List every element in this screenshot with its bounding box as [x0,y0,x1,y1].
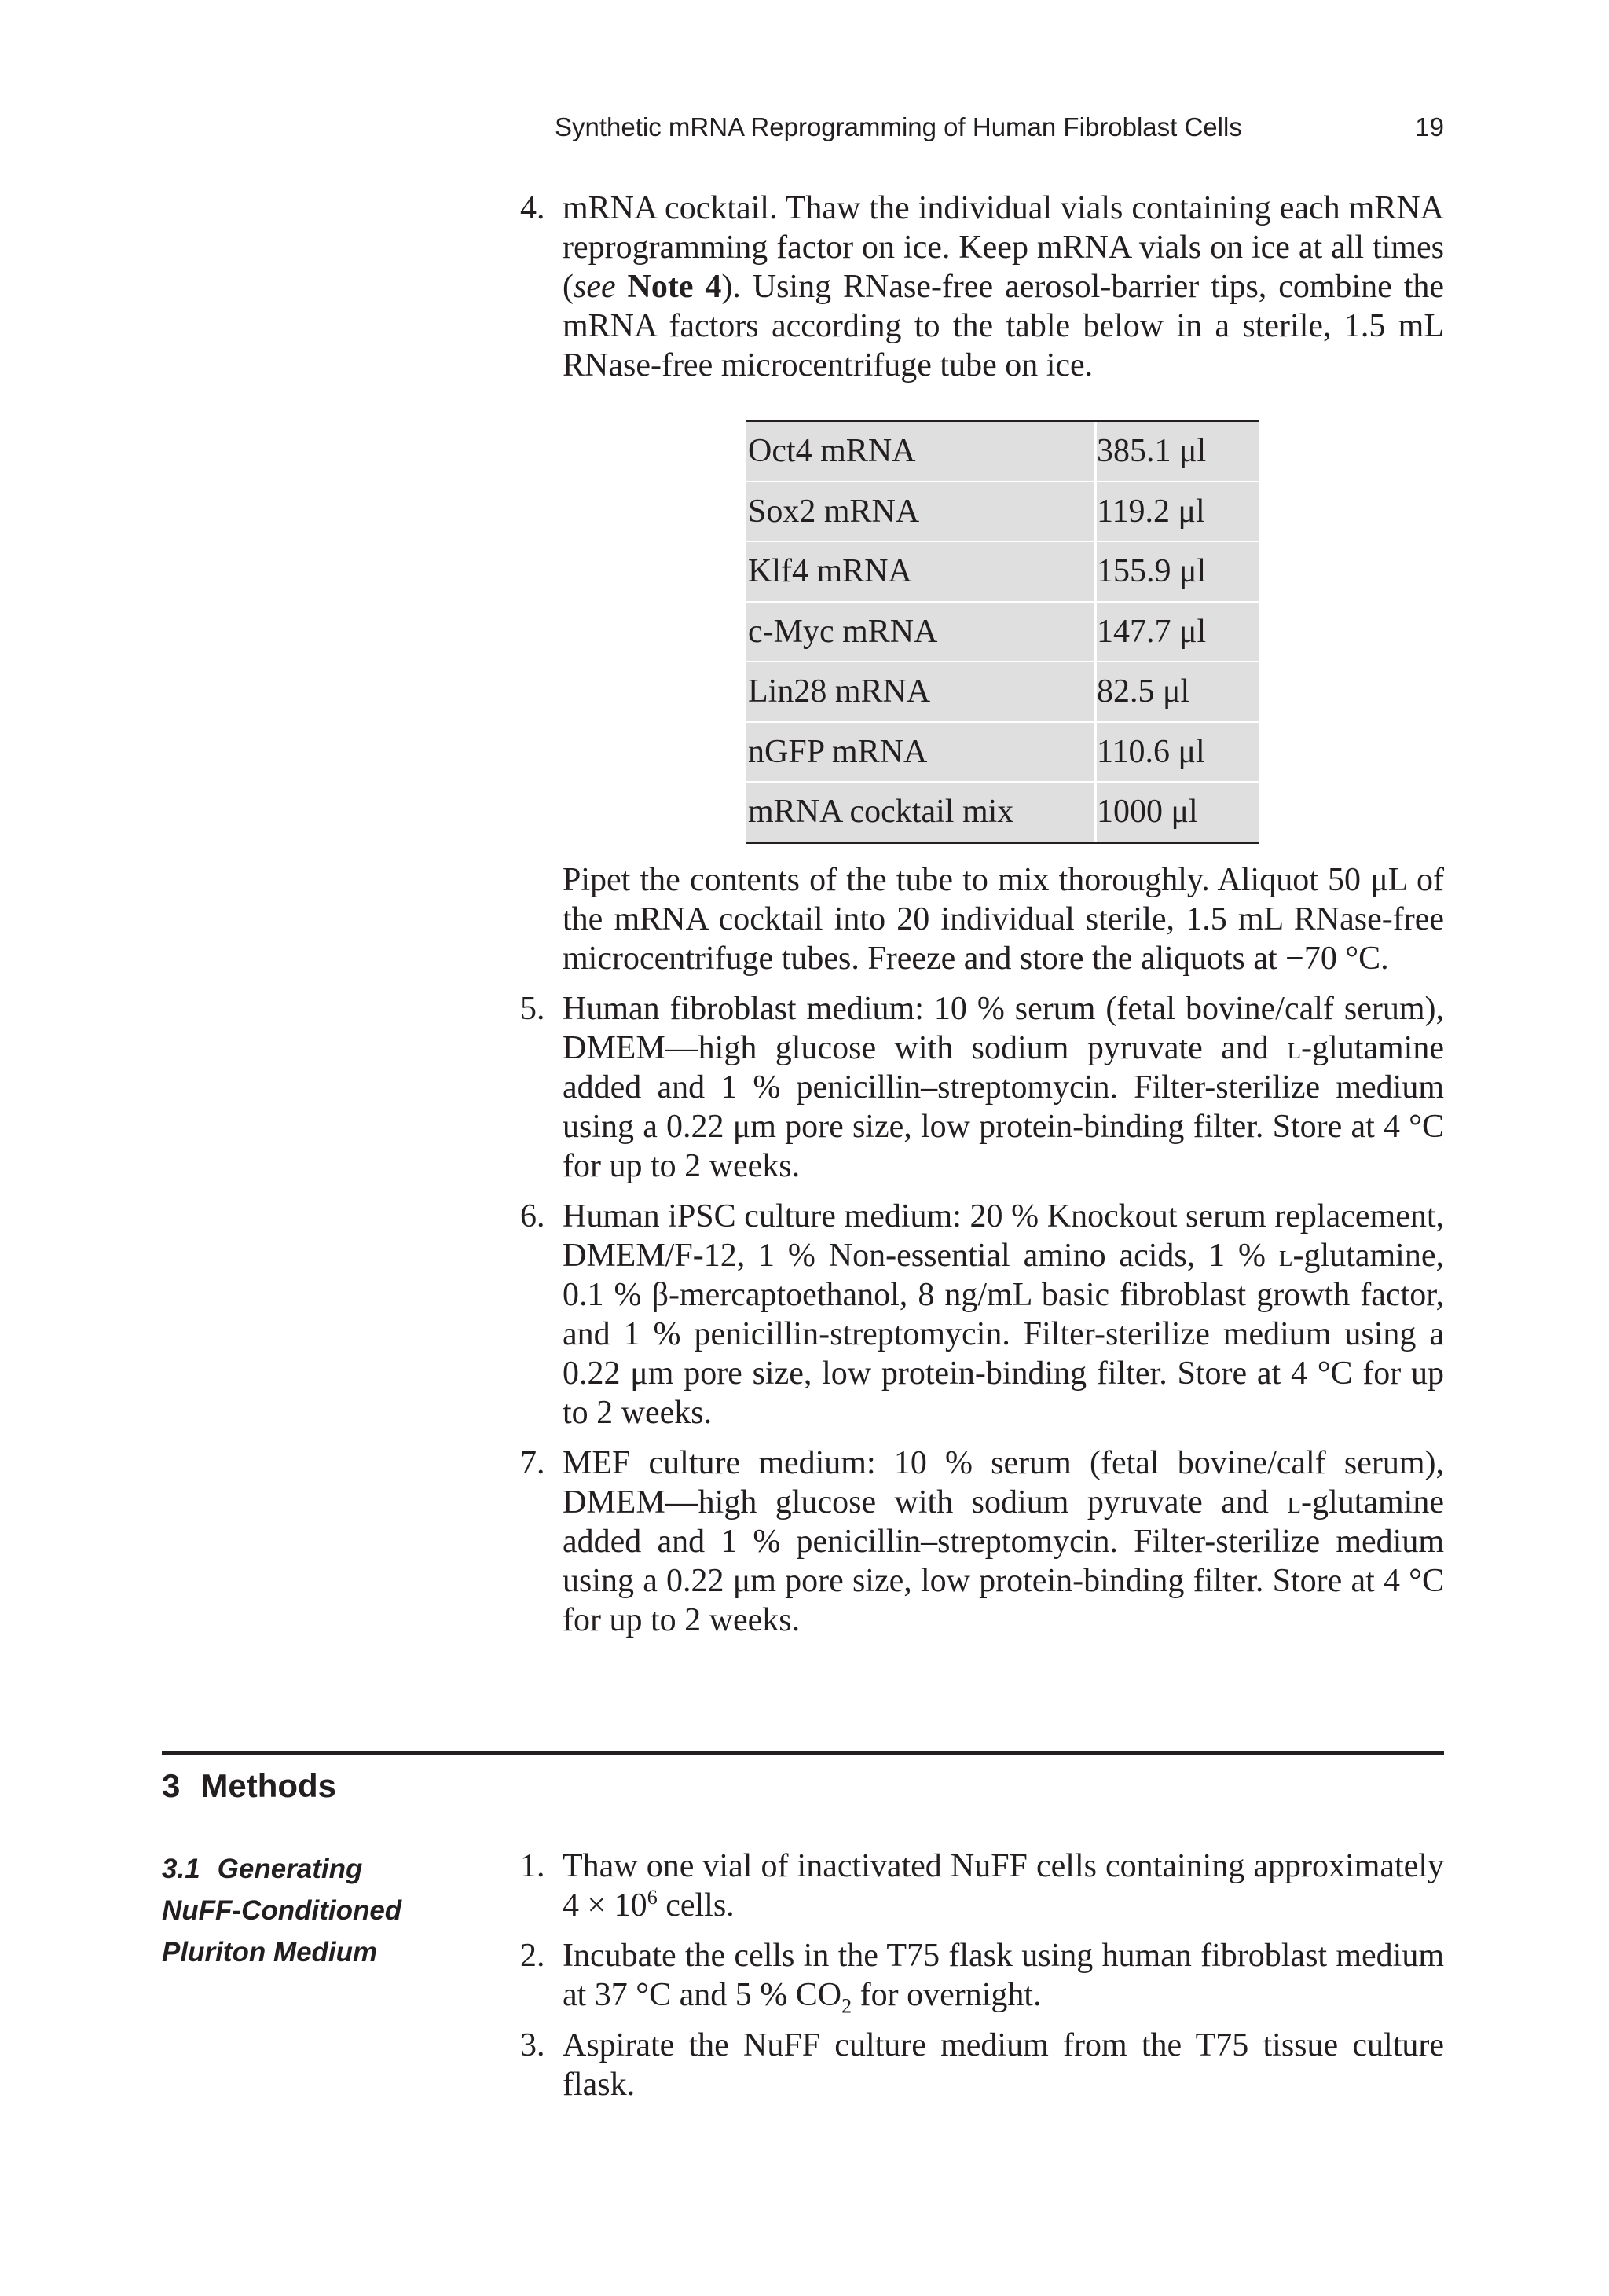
reagent-volume: 119.2 μl [1095,482,1259,542]
table-row [746,482,1259,542]
reagent-name: nGFP mRNA [746,722,1095,783]
reagent-volume: 385.1 μl [1095,422,1259,482]
item-number: 5. [520,991,545,1027]
reagent-name: mRNA cocktail mix [746,782,1095,842]
reagent-volume: 82.5 μl [1095,662,1259,722]
method-step-2: 2. Incubate the cells in the T75 flask using human fibroblast medium at 37 °C and 5 % $CO_2$ for overnight. [520,1938,1444,2018]
section-divider [162,1751,1444,1755]
reagent-name: Oct4 mRNA [746,422,1095,482]
item-number: 3. [520,2027,545,2063]
mrna-mix-table [746,420,1259,844]
table-row [746,722,1259,783]
table-row [746,422,1259,482]
section-heading-methods: 3 Methods [162,1767,337,1804]
item-number: 4. [520,190,545,226]
item-number: 2. [520,1938,545,1974]
table-row [746,541,1259,602]
note-reference: Note 4 [627,269,722,305]
reagent-volume: 155.9 μl [1095,541,1259,602]
materials-continued [514,860,1444,1640]
materials-item-6: 6. Human iPSC culture medium: 20 % Knockout serum replacement, DMEM/F-12, 1 % Non-essential amino acids, 1 % l-glutamine, 0.1 % β-mercaptoethanol, 8 ng/mL basic fibroblast growth factor, and 1 % penicillin-streptomycin. Filter-sterilize medium using a 0.22 μm pore size, low protein-binding filter. Store at 4 °C for up to 2 weeks. [520,1198,1444,1431]
subsection-heading: 3.1 Generating NuFF-Conditioned Pluriton Medium [162,1854,402,1968]
reagent-name: Lin28 mRNA [746,662,1095,722]
reagent-volume: 147.7 μl [1095,602,1259,662]
reagent-name: Sox2 mRNA [746,482,1095,542]
table-row [746,662,1259,722]
method-step-3: 3. Aspirate the NuFF culture medium from the T75 tissue culture flask. [520,2027,1444,2103]
methods-steps [514,1847,1444,2104]
reagent-name: c-Myc mRNA [746,602,1095,662]
running-head-title: Synthetic mRNA Reprogramming of Human Fibroblast Cells [555,112,1242,141]
item-number: 7. [520,1445,545,1481]
materials-item-7: 7. MEF culture medium: 10 % serum (fetal bovine/calf serum), DMEM—high glucose with sodium pyruvate and l-glutamine added and 1 % penicillin–streptomycin. Filter-sterilize medium using a 0.22 μm pore size, low protein-binding filter. Store at 4 °C for up to 2 weeks. [520,1445,1444,1638]
materials-item-5: 5. Human fibroblast medium: 10 % serum (fetal bovine/calf serum), DMEM—high glucose with sodium pyruvate and l-glutamine added and 1 % penicillin–streptomycin. Filter-sterilize medium using a 0.22 μm pore size, low protein-binding filter. Store at 4 °C for up to 2 weeks. [520,991,1444,1184]
materials-item-4: 4. mRNA cocktail. Thaw the individual vials containing each mRNA reprogramming factor on ice. Keep mRNA vials on ice at all times (see Note 4). Using RNase-free aerosol-barrier tips, combine the mRNA factors according to the table below in a sterile, 1.5 mL RNase-free microcentrifuge tube on ice. [520,190,1445,383]
running-head [555,112,1444,143]
table-row [746,602,1259,662]
item-number: 6. [520,1198,545,1234]
reagent-name: Klf4 mRNA [746,541,1095,602]
table-row [746,782,1259,842]
method-step-1: 1. Thaw one vial of inactivated NuFF cells containing approximately $4 \times 10^6$ cells. [520,1848,1444,1924]
page-number: 19 [1415,112,1444,141]
aliquot-paragraph: Pipet the contents of the tube to mix thoroughly. Aliquot 50 μL of the mRNA cocktail into 20 individual sterile, 1.5 mL RNase-free microcentrifuge tubes. Freeze and store the aliquots at −70 °C. [563,862,1444,977]
reagent-volume: 1000 μl [1095,782,1259,842]
item-number: 1. [520,1848,545,1884]
reagent-volume: 110.6 μl [1095,722,1259,783]
